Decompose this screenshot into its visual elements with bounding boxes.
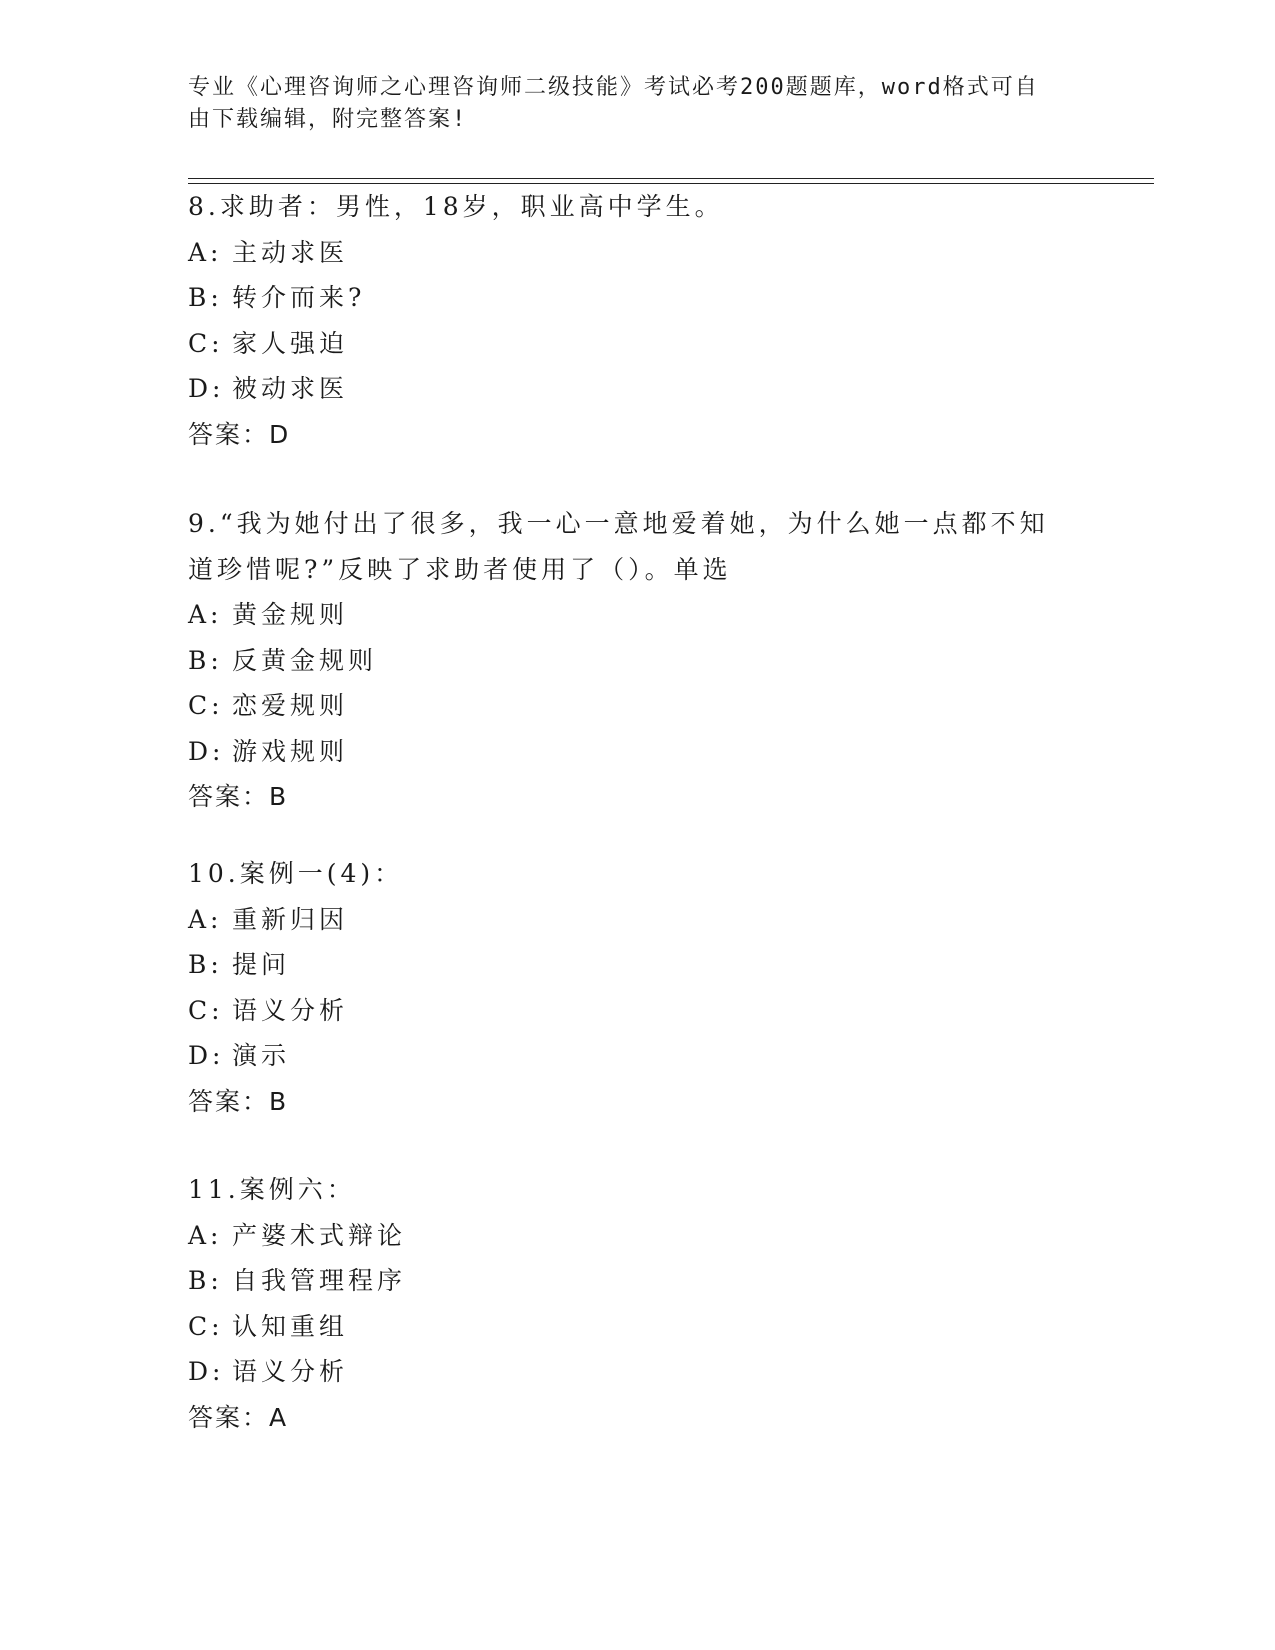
question-stem: [188, 184, 1088, 230]
option-text: 演示: [232, 1041, 291, 1070]
option-letter: C:: [188, 995, 224, 1025]
header-line-1: 专业《心理咨询师之心理咨询师二级技能》考试必考200题题库，word格式可自: [188, 75, 1039, 100]
option-c: [188, 1304, 1088, 1350]
question-stem-line: 11.案例六：: [188, 1175, 356, 1204]
option-text: 游戏规则: [232, 736, 349, 766]
question-10: [188, 851, 1088, 1124]
option-text: 家人强迫: [232, 328, 349, 358]
answer-line: 答案：B: [188, 1086, 289, 1116]
option-d: [188, 1033, 1088, 1079]
option-d: [188, 729, 1088, 775]
option-letter: B:: [188, 950, 223, 979]
question-stem: [188, 851, 1088, 897]
option-letter: C:: [188, 1311, 224, 1341]
option-b: [188, 275, 1088, 321]
question-stem: [188, 501, 1088, 592]
answer-line: 答案：B: [188, 782, 289, 811]
option-c: [188, 321, 1088, 367]
option-a: [188, 230, 1088, 276]
option-c: [188, 683, 1088, 729]
question-stem-line: 8.求助者：男性，18岁，职业高中学生。: [188, 192, 724, 221]
option-letter: A:: [188, 1220, 223, 1250]
option-a: [188, 592, 1088, 638]
option-a: [188, 1213, 1088, 1259]
option-b: [188, 942, 1088, 988]
question-stem-line: 9.“我为她付出了很多，我一心一意地爱着她，为什么她一点都不知: [188, 509, 1049, 538]
answer-line: 答案：D: [188, 419, 291, 449]
option-text: 语义分析: [232, 1357, 349, 1386]
option-text: 被动求医: [232, 374, 349, 403]
option-text: 转介而来?: [232, 283, 366, 312]
option-letter: D:: [188, 736, 225, 766]
option-b: [188, 638, 1088, 684]
option-d: [188, 1349, 1088, 1395]
option-text: 认知重组: [232, 1311, 349, 1341]
option-letter: B:: [188, 283, 223, 312]
question-stem-line: 道珍惜呢?”反映了求助者使用了（）。单选: [188, 554, 732, 584]
option-letter: C:: [188, 328, 224, 358]
question-9: [188, 501, 1088, 820]
option-text: 反黄金规则: [232, 645, 378, 675]
option-text: 自我管理程序: [232, 1266, 407, 1295]
option-letter: D:: [188, 374, 225, 403]
question-stem-line: 10.案例一(4)：: [188, 859, 404, 888]
option-text: 恋爱规则: [232, 691, 349, 720]
question-stem: [188, 1167, 1088, 1213]
option-letter: A:: [188, 600, 223, 629]
option-letter: D:: [188, 1357, 225, 1386]
option-b: [188, 1258, 1088, 1304]
option-d: [188, 366, 1088, 412]
option-text: 主动求医: [232, 237, 349, 267]
answer-line: 答案：A: [188, 1402, 289, 1432]
option-text: 提问: [232, 950, 291, 979]
option-text: 语义分析: [232, 995, 349, 1025]
option-letter: B:: [188, 645, 223, 675]
option-letter: A:: [188, 904, 223, 934]
option-text: 产婆术式辩论: [232, 1220, 407, 1250]
option-letter: B:: [188, 1266, 223, 1295]
option-text: 重新归因: [232, 904, 349, 934]
option-a: [188, 897, 1088, 943]
header-divider-top: [188, 178, 1154, 179]
option-letter: A:: [188, 237, 223, 267]
option-c: [188, 988, 1088, 1034]
document-header: [188, 72, 1068, 136]
question-11: [188, 1167, 1088, 1440]
header-line-2: 由下载编辑，附完整答案!: [188, 107, 468, 132]
option-letter: C:: [188, 691, 224, 720]
question-8: [188, 184, 1088, 457]
option-letter: D:: [188, 1041, 225, 1070]
option-text: 黄金规则: [232, 600, 349, 629]
